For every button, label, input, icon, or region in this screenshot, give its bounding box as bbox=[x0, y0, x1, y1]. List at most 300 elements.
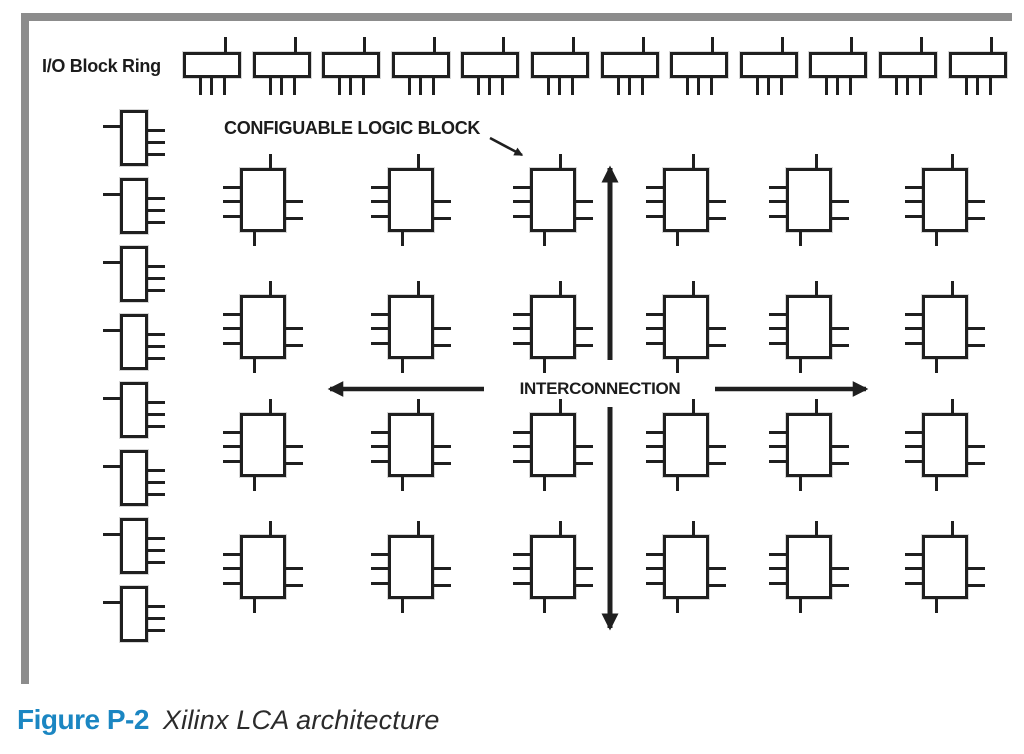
pin bbox=[223, 582, 240, 585]
pin bbox=[646, 215, 663, 218]
pin bbox=[576, 445, 593, 448]
pin bbox=[989, 78, 992, 95]
pin bbox=[799, 599, 802, 613]
pin bbox=[223, 215, 240, 218]
pin bbox=[906, 78, 909, 95]
pin bbox=[905, 567, 922, 570]
pin bbox=[815, 399, 818, 413]
pin bbox=[686, 78, 689, 95]
pin bbox=[646, 431, 663, 434]
io-block-top bbox=[531, 52, 589, 78]
pin bbox=[576, 217, 593, 220]
pin bbox=[148, 265, 165, 268]
pin bbox=[223, 313, 240, 316]
pin bbox=[148, 469, 165, 472]
pin bbox=[576, 584, 593, 587]
pin bbox=[280, 78, 283, 95]
clb-block bbox=[663, 168, 709, 232]
pin bbox=[371, 445, 388, 448]
pin bbox=[223, 200, 240, 203]
pin bbox=[371, 553, 388, 556]
clb-block bbox=[922, 413, 968, 477]
pin bbox=[148, 153, 165, 156]
pin bbox=[148, 605, 165, 608]
pin bbox=[148, 537, 165, 540]
pin bbox=[571, 78, 574, 95]
pin bbox=[434, 327, 451, 330]
pin bbox=[756, 78, 759, 95]
pin bbox=[148, 221, 165, 224]
pin bbox=[617, 78, 620, 95]
pin bbox=[148, 413, 165, 416]
pin bbox=[223, 186, 240, 189]
pin bbox=[709, 217, 726, 220]
pin bbox=[148, 345, 165, 348]
pin bbox=[371, 313, 388, 316]
pin bbox=[371, 327, 388, 330]
pin bbox=[371, 200, 388, 203]
io-block-top bbox=[949, 52, 1007, 78]
pin bbox=[905, 342, 922, 345]
pin bbox=[513, 313, 530, 316]
clb-block bbox=[786, 168, 832, 232]
pin bbox=[905, 313, 922, 316]
pin bbox=[417, 399, 420, 413]
pin bbox=[502, 37, 505, 52]
pin bbox=[286, 445, 303, 448]
io-block-left bbox=[120, 178, 148, 234]
clb-block bbox=[530, 168, 576, 232]
pin bbox=[799, 477, 802, 491]
pin bbox=[676, 599, 679, 613]
pin bbox=[815, 521, 818, 535]
pin bbox=[434, 567, 451, 570]
clb-block bbox=[240, 295, 286, 359]
io-block-top bbox=[461, 52, 519, 78]
pin bbox=[223, 445, 240, 448]
pin bbox=[781, 37, 784, 52]
pin bbox=[223, 78, 226, 95]
pin bbox=[434, 200, 451, 203]
pin bbox=[103, 329, 120, 332]
pin bbox=[646, 567, 663, 570]
pin bbox=[432, 78, 435, 95]
pin bbox=[513, 460, 530, 463]
pin bbox=[951, 154, 954, 168]
pin bbox=[559, 281, 562, 295]
pin bbox=[905, 460, 922, 463]
pin bbox=[148, 425, 165, 428]
pin bbox=[905, 553, 922, 556]
frame-top-border bbox=[21, 13, 1012, 21]
pin bbox=[286, 200, 303, 203]
pin bbox=[253, 232, 256, 246]
pin bbox=[968, 344, 985, 347]
pin bbox=[676, 232, 679, 246]
pin bbox=[223, 460, 240, 463]
pin bbox=[148, 333, 165, 336]
pin bbox=[709, 200, 726, 203]
clb-block bbox=[240, 168, 286, 232]
clb-block bbox=[240, 413, 286, 477]
pin bbox=[253, 477, 256, 491]
pin bbox=[269, 154, 272, 168]
pin bbox=[769, 553, 786, 556]
pin bbox=[148, 629, 165, 632]
pin bbox=[513, 553, 530, 556]
pin bbox=[905, 431, 922, 434]
pin bbox=[709, 584, 726, 587]
pin bbox=[832, 327, 849, 330]
clb-block bbox=[388, 413, 434, 477]
pin bbox=[269, 281, 272, 295]
pin bbox=[294, 37, 297, 52]
pin bbox=[338, 78, 341, 95]
pin bbox=[815, 281, 818, 295]
pin bbox=[513, 215, 530, 218]
pin bbox=[646, 200, 663, 203]
pin bbox=[646, 553, 663, 556]
pin bbox=[799, 359, 802, 373]
pin bbox=[371, 567, 388, 570]
pin bbox=[286, 584, 303, 587]
pin bbox=[692, 399, 695, 413]
clb-block bbox=[663, 413, 709, 477]
pin bbox=[371, 186, 388, 189]
pin bbox=[576, 344, 593, 347]
pin bbox=[968, 217, 985, 220]
pin bbox=[935, 232, 938, 246]
pin bbox=[223, 342, 240, 345]
pin bbox=[223, 567, 240, 570]
pin bbox=[543, 477, 546, 491]
pin bbox=[148, 129, 165, 132]
pin bbox=[148, 277, 165, 280]
pin bbox=[148, 493, 165, 496]
pin bbox=[362, 78, 365, 95]
clb-block bbox=[663, 295, 709, 359]
pin bbox=[767, 78, 770, 95]
pin bbox=[286, 217, 303, 220]
pin bbox=[710, 78, 713, 95]
io-block-left bbox=[120, 518, 148, 574]
frame-left-border bbox=[21, 13, 29, 684]
pin bbox=[543, 359, 546, 373]
pin bbox=[905, 445, 922, 448]
pin bbox=[513, 582, 530, 585]
pin bbox=[210, 78, 213, 95]
pin bbox=[646, 327, 663, 330]
pin bbox=[832, 217, 849, 220]
pin bbox=[832, 462, 849, 465]
pin bbox=[697, 78, 700, 95]
pin bbox=[547, 78, 550, 95]
pin bbox=[709, 327, 726, 330]
pin bbox=[769, 582, 786, 585]
pin bbox=[951, 399, 954, 413]
pin bbox=[223, 431, 240, 434]
pin bbox=[419, 78, 422, 95]
figure-number: Figure P-2 bbox=[17, 704, 149, 735]
pin bbox=[148, 617, 165, 620]
pin bbox=[825, 78, 828, 95]
pin bbox=[513, 567, 530, 570]
io-block-top bbox=[322, 52, 380, 78]
pin bbox=[646, 186, 663, 189]
pin bbox=[401, 477, 404, 491]
pin bbox=[895, 78, 898, 95]
pin bbox=[576, 200, 593, 203]
pin bbox=[148, 561, 165, 564]
pin bbox=[434, 344, 451, 347]
pin bbox=[558, 78, 561, 95]
io-block-left bbox=[120, 450, 148, 506]
io-block-left bbox=[120, 110, 148, 166]
pin bbox=[951, 521, 954, 535]
pin bbox=[676, 359, 679, 373]
pin bbox=[269, 521, 272, 535]
pin bbox=[709, 567, 726, 570]
pin bbox=[417, 154, 420, 168]
pin bbox=[559, 154, 562, 168]
pin bbox=[576, 567, 593, 570]
pin bbox=[148, 209, 165, 212]
pin bbox=[968, 200, 985, 203]
pin bbox=[968, 567, 985, 570]
pin bbox=[646, 342, 663, 345]
interconnection-label: INTERCONNECTION bbox=[519, 379, 681, 398]
pin bbox=[769, 313, 786, 316]
pin bbox=[849, 78, 852, 95]
pin bbox=[148, 357, 165, 360]
pin bbox=[559, 399, 562, 413]
clb-block bbox=[922, 535, 968, 599]
pin bbox=[224, 37, 227, 52]
clb-block bbox=[388, 168, 434, 232]
pin bbox=[769, 445, 786, 448]
pin bbox=[965, 78, 968, 95]
pin bbox=[148, 481, 165, 484]
pin bbox=[628, 78, 631, 95]
pin bbox=[576, 327, 593, 330]
pin bbox=[799, 232, 802, 246]
pin bbox=[769, 567, 786, 570]
clb-block bbox=[530, 413, 576, 477]
pin bbox=[676, 477, 679, 491]
pin bbox=[349, 78, 352, 95]
pin bbox=[293, 78, 296, 95]
pin bbox=[513, 445, 530, 448]
pin bbox=[815, 154, 818, 168]
io-block-top bbox=[183, 52, 241, 78]
pin bbox=[641, 78, 644, 95]
configurable-logic-block-label: CONFIGUABLE LOGIC BLOCK bbox=[224, 118, 481, 138]
pin bbox=[148, 141, 165, 144]
pin bbox=[832, 445, 849, 448]
pin bbox=[832, 344, 849, 347]
clb-block bbox=[922, 168, 968, 232]
pin bbox=[363, 37, 366, 52]
pin bbox=[646, 445, 663, 448]
pin bbox=[103, 261, 120, 264]
pin bbox=[709, 462, 726, 465]
pin bbox=[919, 78, 922, 95]
pin bbox=[832, 567, 849, 570]
pin bbox=[559, 521, 562, 535]
io-block-top bbox=[879, 52, 937, 78]
pin bbox=[769, 186, 786, 189]
pin bbox=[780, 78, 783, 95]
pin bbox=[769, 460, 786, 463]
io-block-top bbox=[253, 52, 311, 78]
pin bbox=[286, 344, 303, 347]
pin bbox=[692, 521, 695, 535]
pin bbox=[976, 78, 979, 95]
pin bbox=[103, 125, 120, 128]
io-block-top bbox=[670, 52, 728, 78]
clb-block bbox=[786, 535, 832, 599]
pin bbox=[148, 197, 165, 200]
pin bbox=[711, 37, 714, 52]
pin bbox=[968, 445, 985, 448]
pin bbox=[223, 327, 240, 330]
pin bbox=[434, 462, 451, 465]
pin bbox=[709, 344, 726, 347]
pin bbox=[434, 217, 451, 220]
io-block-left bbox=[120, 246, 148, 302]
pin bbox=[968, 327, 985, 330]
pin bbox=[646, 460, 663, 463]
pin bbox=[223, 553, 240, 556]
pin bbox=[371, 342, 388, 345]
pin bbox=[968, 462, 985, 465]
pin bbox=[417, 521, 420, 535]
pin bbox=[434, 584, 451, 587]
pin bbox=[836, 78, 839, 95]
pin bbox=[286, 327, 303, 330]
clb-block bbox=[240, 535, 286, 599]
pin bbox=[850, 37, 853, 52]
clb-block bbox=[388, 535, 434, 599]
pin bbox=[434, 445, 451, 448]
pin bbox=[832, 200, 849, 203]
figure-caption bbox=[17, 704, 440, 736]
pin bbox=[148, 289, 165, 292]
pin bbox=[253, 359, 256, 373]
pin bbox=[408, 78, 411, 95]
pin bbox=[905, 582, 922, 585]
io-block-left bbox=[120, 382, 148, 438]
pin bbox=[269, 399, 272, 413]
pin bbox=[513, 186, 530, 189]
clb-block bbox=[530, 535, 576, 599]
pin bbox=[572, 37, 575, 52]
pin bbox=[371, 460, 388, 463]
pin bbox=[769, 215, 786, 218]
pin bbox=[417, 281, 420, 295]
io-block-top bbox=[392, 52, 450, 78]
pin bbox=[513, 327, 530, 330]
pin bbox=[769, 200, 786, 203]
pin bbox=[401, 599, 404, 613]
io-block-top bbox=[740, 52, 798, 78]
pin bbox=[103, 533, 120, 536]
pin bbox=[709, 445, 726, 448]
pin bbox=[935, 359, 938, 373]
io-block-left bbox=[120, 314, 148, 370]
pin bbox=[543, 232, 546, 246]
pin bbox=[692, 154, 695, 168]
pin bbox=[371, 215, 388, 218]
pin bbox=[769, 342, 786, 345]
pin bbox=[148, 549, 165, 552]
pin bbox=[513, 431, 530, 434]
pin bbox=[433, 37, 436, 52]
pin bbox=[951, 281, 954, 295]
pin bbox=[371, 431, 388, 434]
pin bbox=[148, 401, 165, 404]
pin bbox=[642, 37, 645, 52]
pin bbox=[692, 281, 695, 295]
io-block-top bbox=[809, 52, 867, 78]
pin bbox=[401, 232, 404, 246]
pin bbox=[501, 78, 504, 95]
clb-callout-arrow bbox=[490, 138, 522, 155]
pin bbox=[646, 582, 663, 585]
pin bbox=[103, 193, 120, 196]
pin bbox=[905, 186, 922, 189]
pin bbox=[253, 599, 256, 613]
pin bbox=[477, 78, 480, 95]
pin bbox=[269, 78, 272, 95]
pin bbox=[488, 78, 491, 95]
pin bbox=[935, 477, 938, 491]
clb-block bbox=[786, 295, 832, 359]
pin bbox=[576, 462, 593, 465]
pin bbox=[513, 200, 530, 203]
pin bbox=[103, 465, 120, 468]
pin bbox=[968, 584, 985, 587]
pin bbox=[103, 397, 120, 400]
clb-block bbox=[786, 413, 832, 477]
figure-title: Xilinx LCA architecture bbox=[162, 705, 440, 735]
pin bbox=[935, 599, 938, 613]
pin bbox=[905, 200, 922, 203]
pin bbox=[286, 462, 303, 465]
pin bbox=[286, 567, 303, 570]
pin bbox=[543, 599, 546, 613]
pin bbox=[905, 327, 922, 330]
pin bbox=[199, 78, 202, 95]
pin bbox=[832, 584, 849, 587]
io-block-top bbox=[601, 52, 659, 78]
pin bbox=[401, 359, 404, 373]
pin bbox=[103, 601, 120, 604]
pin bbox=[920, 37, 923, 52]
pin bbox=[513, 342, 530, 345]
clb-block bbox=[530, 295, 576, 359]
pin bbox=[990, 37, 993, 52]
pin bbox=[646, 313, 663, 316]
clb-block bbox=[663, 535, 709, 599]
pin bbox=[371, 582, 388, 585]
clb-block bbox=[922, 295, 968, 359]
pin bbox=[769, 327, 786, 330]
io-block-ring-label: I/O Block Ring bbox=[42, 56, 161, 76]
io-block-left bbox=[120, 586, 148, 642]
pin bbox=[769, 431, 786, 434]
pin bbox=[905, 215, 922, 218]
